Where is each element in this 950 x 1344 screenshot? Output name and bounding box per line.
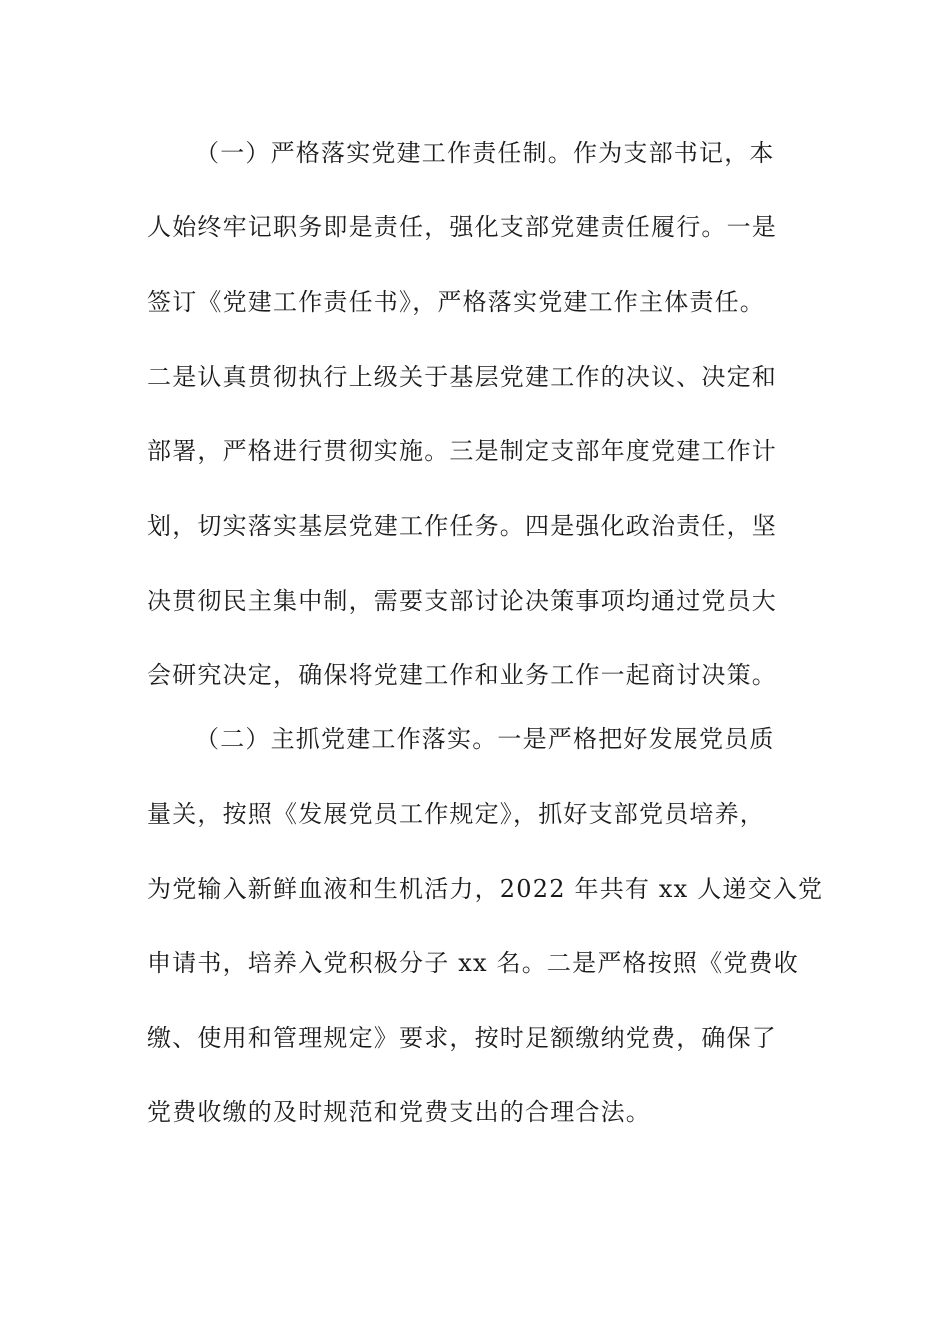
text-line: 签订《党建工作责任书》，严格落实党建工作主体责任。 [147,288,765,316]
text-line: 划，切实落实基层党建工作任务。四是强化政治责任，坚 [147,512,777,540]
text-line: 党费收缴的及时规范和党费支出的合理合法。 [147,1098,651,1126]
text-line: 决贯彻民主集中制，需要支部讨论决策事项均通过党员大 [147,587,777,615]
text-line: 缴、使用和管理规定》要求，按时足额缴纳党费，确保了 [147,1024,777,1052]
text-line: 量关，按照《发展党员工作规定》，抓好支部党员培养， [147,800,765,828]
text-line: 人始终牢记职务即是责任，强化支部党建责任履行。一是 [147,213,777,241]
text-line: （二）主抓党建工作落实。一是严格把好发展党员质 [195,725,775,753]
text-line: 部署，严格进行贯彻实施。三是制定支部年度党建工作计 [147,437,777,465]
text-line: 二是认真贯彻执行上级关于基层党建工作的决议、决定和 [147,363,777,391]
text-line: 会研究决定，确保将党建工作和业务工作一起商讨决策。 [147,661,777,689]
text-line: 为党输入新鲜血液和生机活力，2022 年共有 xx 人递交入党 [147,875,824,903]
text-line: 申请书，培养入党积极分子 xx 名。二是严格按照《党费收 [147,949,799,977]
text-line: （一）严格落实党建工作责任制。作为支部书记，本 [195,139,775,167]
